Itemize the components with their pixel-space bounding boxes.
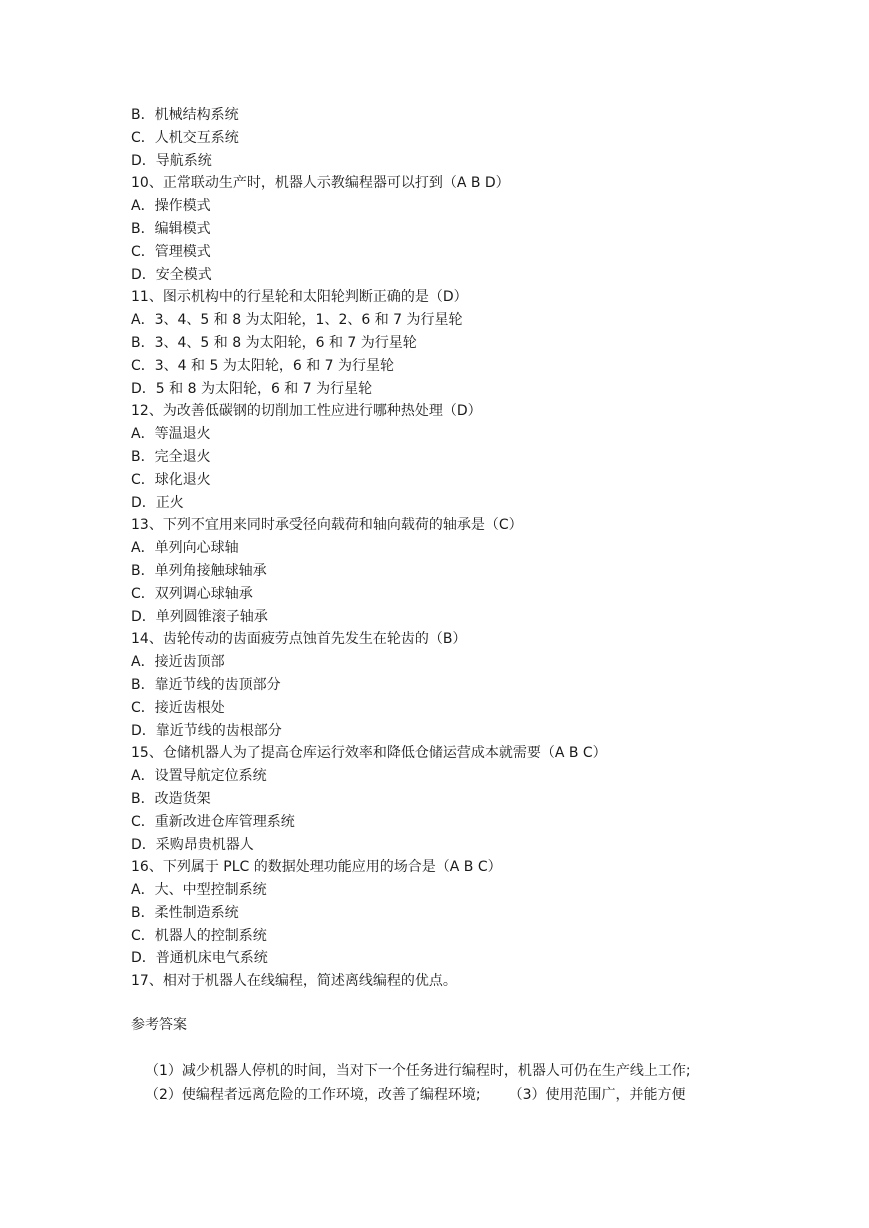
option-line: C．人机交互系统 (131, 129, 239, 146)
reference-answer-heading: 参考答案 (131, 1017, 187, 1033)
option-line: D．普通机床电气系统 (131, 950, 268, 967)
option-line: D．安全模式 (131, 266, 212, 283)
option-line: D．5 和 8 为太阳轮，6 和 7 为行星轮 (131, 380, 373, 397)
option-line: B．柔性制造系统 (131, 904, 239, 921)
option-line: D．靠近节线的齿根部分 (131, 722, 282, 739)
option-line: A．接近齿顶部 (131, 654, 225, 671)
option-line: C．双列调心球轴承 (131, 585, 253, 602)
question-16: 16、下列属于 PLC 的数据处理功能应用的场合是（A B C） (131, 859, 502, 876)
option-line: D．正火 (131, 494, 184, 511)
option-line: A．操作模式 (131, 198, 211, 215)
answer-point-2: （2）使编程者远离危险的工作环境，改善了编程环境; (145, 1087, 481, 1103)
option-line: D．采购昂贵机器人 (131, 836, 254, 853)
option-line: C．3、4 和 5 为太阳轮，6 和 7 为行星轮 (131, 357, 395, 374)
question-11: 11、图示机构中的行星轮和太阳轮判断正确的是（D） (131, 289, 468, 306)
question-17: 17、相对于机器人在线编程，简述离线编程的优点。 (131, 973, 457, 990)
option-line: A．3、4、5 和 8 为太阳轮，1、2、6 和 7 为行星轮 (131, 312, 463, 329)
option-line: A．等温退火 (131, 426, 211, 443)
question-14: 14、齿轮传动的齿面疲劳点蚀首先发生在轮齿的（B） (131, 631, 467, 648)
option-line: B．靠近节线的齿顶部分 (131, 676, 281, 693)
option-line: A．设置导航定位系统 (131, 768, 267, 785)
option-line: C．机器人的控制系统 (131, 927, 267, 944)
question-10: 10、正常联动生产时，机器人示教编程器可以打到（A B D） (131, 175, 510, 192)
option-line: A．大、中型控制系统 (131, 882, 267, 899)
option-line: C．球化退火 (131, 471, 211, 488)
option-line: B．单列角接触球轴承 (131, 562, 267, 579)
question-15: 15、仓储机器人为了提高仓库运行效率和降低仓储运营成本就需要（A B C） (131, 745, 607, 762)
question-12: 12、为改善低碳钢的切削加工性应进行哪种热处理（D） (131, 403, 482, 420)
option-line: B．3、4、5 和 8 为太阳轮，6 和 7 为行星轮 (131, 334, 417, 351)
option-line: A．单列向心球轴 (131, 540, 239, 557)
option-line: B．编辑模式 (131, 220, 211, 237)
option-line: B．改造货架 (131, 790, 211, 807)
option-line: C．管理模式 (131, 243, 211, 260)
option-line: C．接近齿根处 (131, 699, 225, 716)
option-line: D．单列圆锥滚子轴承 (131, 608, 268, 625)
option-line: C．重新改进仓库管理系统 (131, 813, 295, 830)
question-13: 13、下列不宜用来同时承受径向载荷和轴向载荷的轴承是（C） (131, 517, 523, 534)
option-line: B．机械结构系统 (131, 107, 239, 123)
option-line: B．完全退火 (131, 448, 211, 465)
answer-point-3: （3）使用范围广，并能方便 (508, 1087, 686, 1103)
answer-point-1: （1）减少机器人停机的时间，当对下一个任务进行编程时，机器人可仍在生产线上工作; (145, 1063, 691, 1079)
question-list (131, 104, 771, 993)
option-line: D．导航系统 (131, 152, 212, 169)
answer-point-2-3 (145, 1084, 785, 1107)
